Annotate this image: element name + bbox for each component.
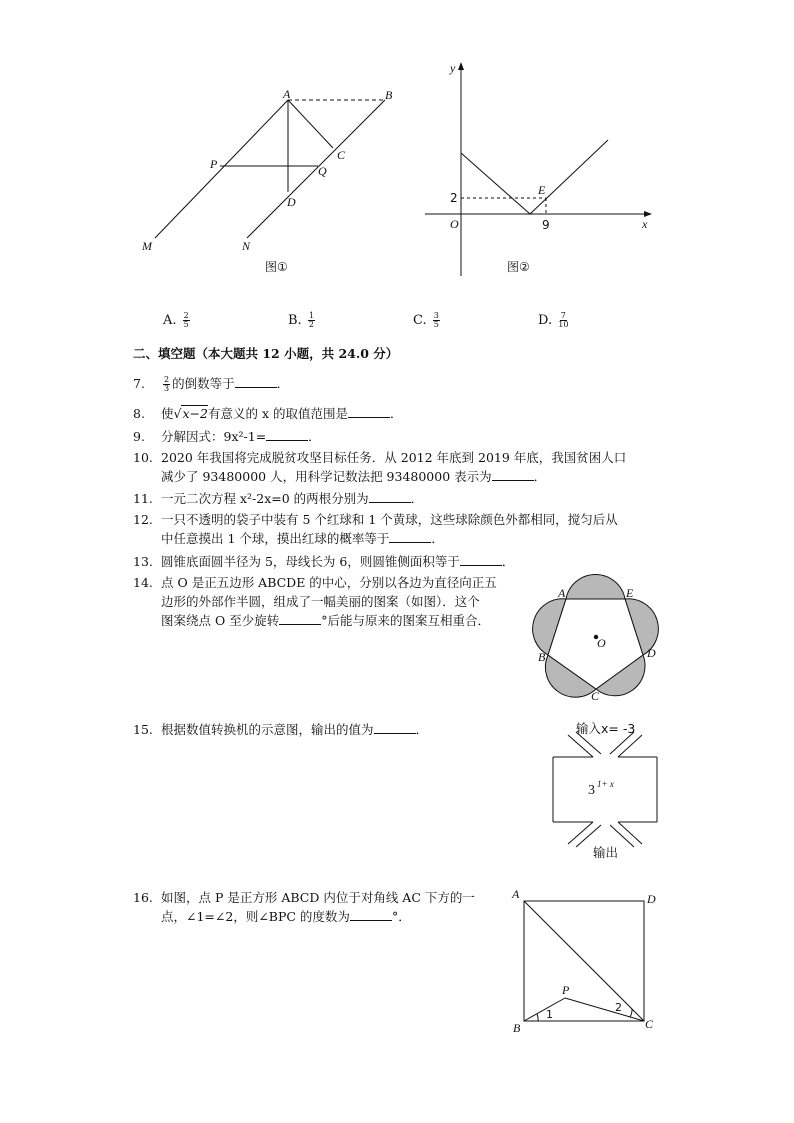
answer-blank-15[interactable] [374,722,416,734]
fig1-label-d: D [287,195,296,209]
square-label-b: B [513,1021,521,1035]
pentagon-label-e: E [626,586,634,600]
answer-blank-9[interactable] [266,429,308,441]
answer-blank-11[interactable] [369,491,411,503]
option-a[interactable]: A. $\frac{2}{5}$ [163,311,189,329]
answer-blank-10[interactable] [492,469,534,481]
machine-base: 3 [588,783,595,798]
fig1-caption: 图① [265,260,288,274]
fig2-origin: O [450,217,459,231]
fig2-tick-y: 2 [450,191,458,205]
pentagon-label-o: O [597,636,606,650]
pentagon-label-c: C [591,689,600,703]
answer-blank-7[interactable] [235,376,277,388]
square-label-p: P [562,983,570,997]
fig1-label-b: B [385,88,393,102]
fig2-axis-y: y [450,61,456,75]
question-8: 8. 使√x−2有意义的 x 的取值范围是 ． [133,406,403,421]
fig2-caption: 图② [507,260,530,274]
question-11: 11. 一元二次方程 x²-2x=0 的两根分别为 ． [133,491,424,506]
pentagon-label-d: D [647,646,656,660]
answer-blank-12[interactable] [389,531,431,543]
question-13: 13. 圆锥底面圆半径为 5，母线长为 6，则圆锥侧面积等于 ． [133,554,515,569]
answer-blank-14[interactable] [279,613,321,625]
angle-label-1: 1 [546,1008,553,1021]
answer-blank-8[interactable] [348,406,390,418]
figure-1 [130,80,410,280]
q8-sqrt-sign: √ [173,406,182,421]
question-16: 16. 如图，点 P 是正方形 ABCD 内位于对角线 AC 下方的一 点，∠1=∠2，则∠BPC 的度数为 °． [133,890,475,924]
square-figure [508,885,668,1035]
option-c[interactable]: C. $\frac{3}{5}$ [413,311,439,329]
option-b-fraction: $\frac{1}{2}$ [308,311,314,329]
question-9: 9. 分解因式：9x²-1= ． [133,429,321,444]
option-a-fraction: $\frac{2}{5}$ [183,311,189,329]
pentagon-label-a: A [558,586,566,600]
question-14: 14. 点 O 是正五边形 ABCDE 的中心，分别以各边为直径向正五 边形的外部作半圆，组成了一幅美丽的图案（如图）．这个 图案绕点 O 至少旋转 °后能与原来的图案互相重合． [133,575,497,628]
question-12: 12. 一只不透明的袋子中装有 5 个红球和 1 个黄球，这些球除颜色外都相同，搅匀后从 中任意摸出 1 个球，摸出红球的概率等于 ． [133,512,618,546]
fig2-axis-x: x [642,217,648,231]
q7-fraction: $\frac{2}{3}$ [164,375,170,393]
angle-label-2: 2 [615,1001,622,1014]
machine-exponent: 1+ x [597,779,614,789]
fig1-label-m: M [142,239,152,253]
section-title: 二、填空题（本大题共 12 小题，共 24.0 分） [133,346,399,361]
q8-radicand: x−2 [182,406,208,421]
fig2-point-e: E [538,183,546,197]
option-b[interactable]: B. $\frac{1}{2}$ [288,311,314,329]
option-d[interactable]: D. $\frac{7}{10}$ [538,311,569,329]
fig1-label-q: Q [318,164,327,178]
fig1-label-a: A [283,87,291,101]
conversion-machine [548,732,664,850]
square-label-d: D [647,892,656,906]
machine-output-label: 输出 [593,845,619,860]
question-10: 10. 2020 年我国将完成脱贫攻坚目标任务．从 2012 年底到 2019 年底，我国贫困人口 减少了 93480000 人，用科学记数法把 93480000 表示为 ． [133,450,627,484]
option-c-fraction: $\frac{3}{5}$ [433,311,439,329]
question-15: 15. 根据数值转换机的示意图，输出的值为 ． [133,722,429,737]
square-label-a: A [512,887,520,901]
answer-blank-13[interactable] [460,554,502,566]
fig1-label-c: C [337,148,346,162]
square-label-c: C [645,1017,654,1031]
option-d-fraction: $\frac{7}{10}$ [558,311,569,329]
pentagon-label-b: B [538,650,546,664]
answer-blank-16[interactable] [350,909,392,921]
fig1-label-p: P [210,157,218,171]
fig1-label-n: N [242,239,251,253]
machine-input-label: 输入x= -3 [576,721,636,736]
question-7: 7. $\frac{2}{3}$ 的倒数等于 ． [133,375,290,393]
fig2-tick-x: 9 [542,218,550,232]
pentagon-figure [530,568,665,708]
figure-2 [420,58,660,280]
